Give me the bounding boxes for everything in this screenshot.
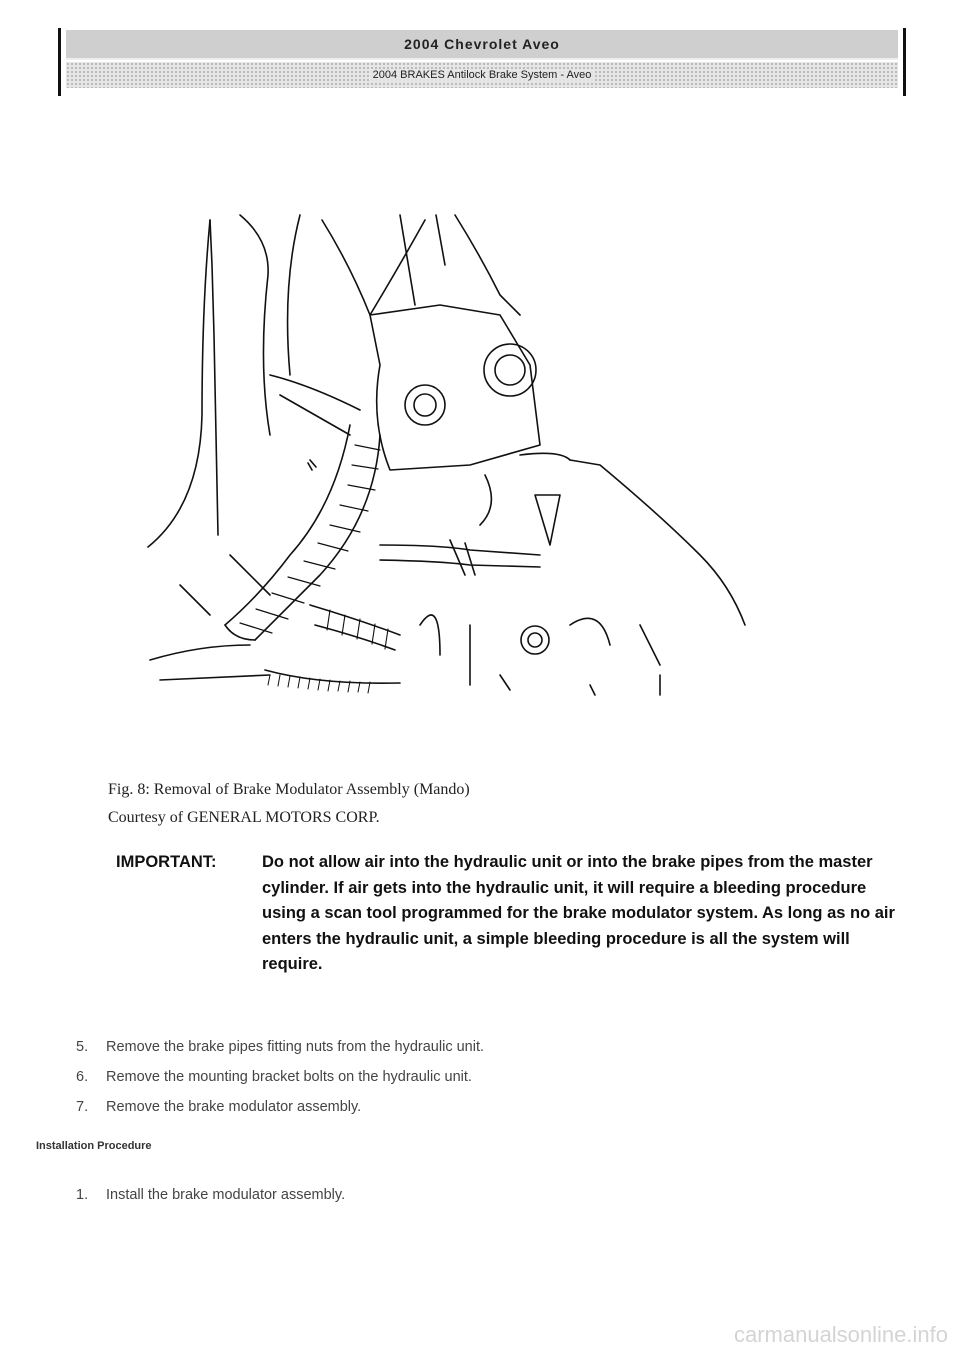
page-header (58, 28, 906, 96)
important-note (116, 850, 906, 978)
removal-steps-list (76, 1032, 484, 1122)
important-label: IMPORTANT: (116, 853, 217, 871)
figure-caption-credit: Courtesy of GENERAL MOTORS CORP. (108, 809, 380, 826)
step-number: 5. (76, 1039, 89, 1055)
step-number: 1. (76, 1187, 89, 1203)
step-text: Remove the brake modulator assembly. (106, 1099, 362, 1115)
step-text: Install the brake modulator assembly. (106, 1187, 346, 1203)
list-item (76, 1032, 484, 1062)
step-number: 6. (76, 1069, 89, 1085)
header-left-rule (58, 28, 61, 96)
important-text: Do not allow air into the hydraulic unit or into the brake pipes from the master cylinder. If air gets into the hydraulic unit, it will require a bleeding procedure using a scan tool programmed for the brake modulator system. As long as no air enters the hydraulic unit, a simple bleeding procedure is all the system will require. (262, 853, 895, 973)
list-item (76, 1062, 484, 1092)
step-text: Remove the mounting bracket bolts on the hydraulic unit. (106, 1069, 472, 1085)
list-item (76, 1180, 345, 1210)
brake-modulator-illustration (140, 205, 780, 705)
installation-steps-list (76, 1180, 345, 1210)
installation-heading: Installation Procedure (36, 1140, 152, 1152)
figure-caption-title: Fig. 8: Removal of Brake Modulator Assembly (Mando) (108, 781, 470, 798)
figure-caption (108, 776, 470, 832)
header-right-rule (903, 28, 906, 96)
site-watermark: carmanualsonline.info (733, 1322, 948, 1347)
document-subtitle: 2004 BRAKES Antilock Brake System - Aveo (369, 69, 596, 81)
step-number: 7. (76, 1099, 89, 1115)
document-title: 2004 Chevrolet Aveo (66, 30, 898, 60)
document-subtitle-bar (66, 62, 898, 88)
list-item (76, 1092, 484, 1122)
step-text: Remove the brake pipes fitting nuts from the hydraulic unit. (106, 1039, 484, 1055)
